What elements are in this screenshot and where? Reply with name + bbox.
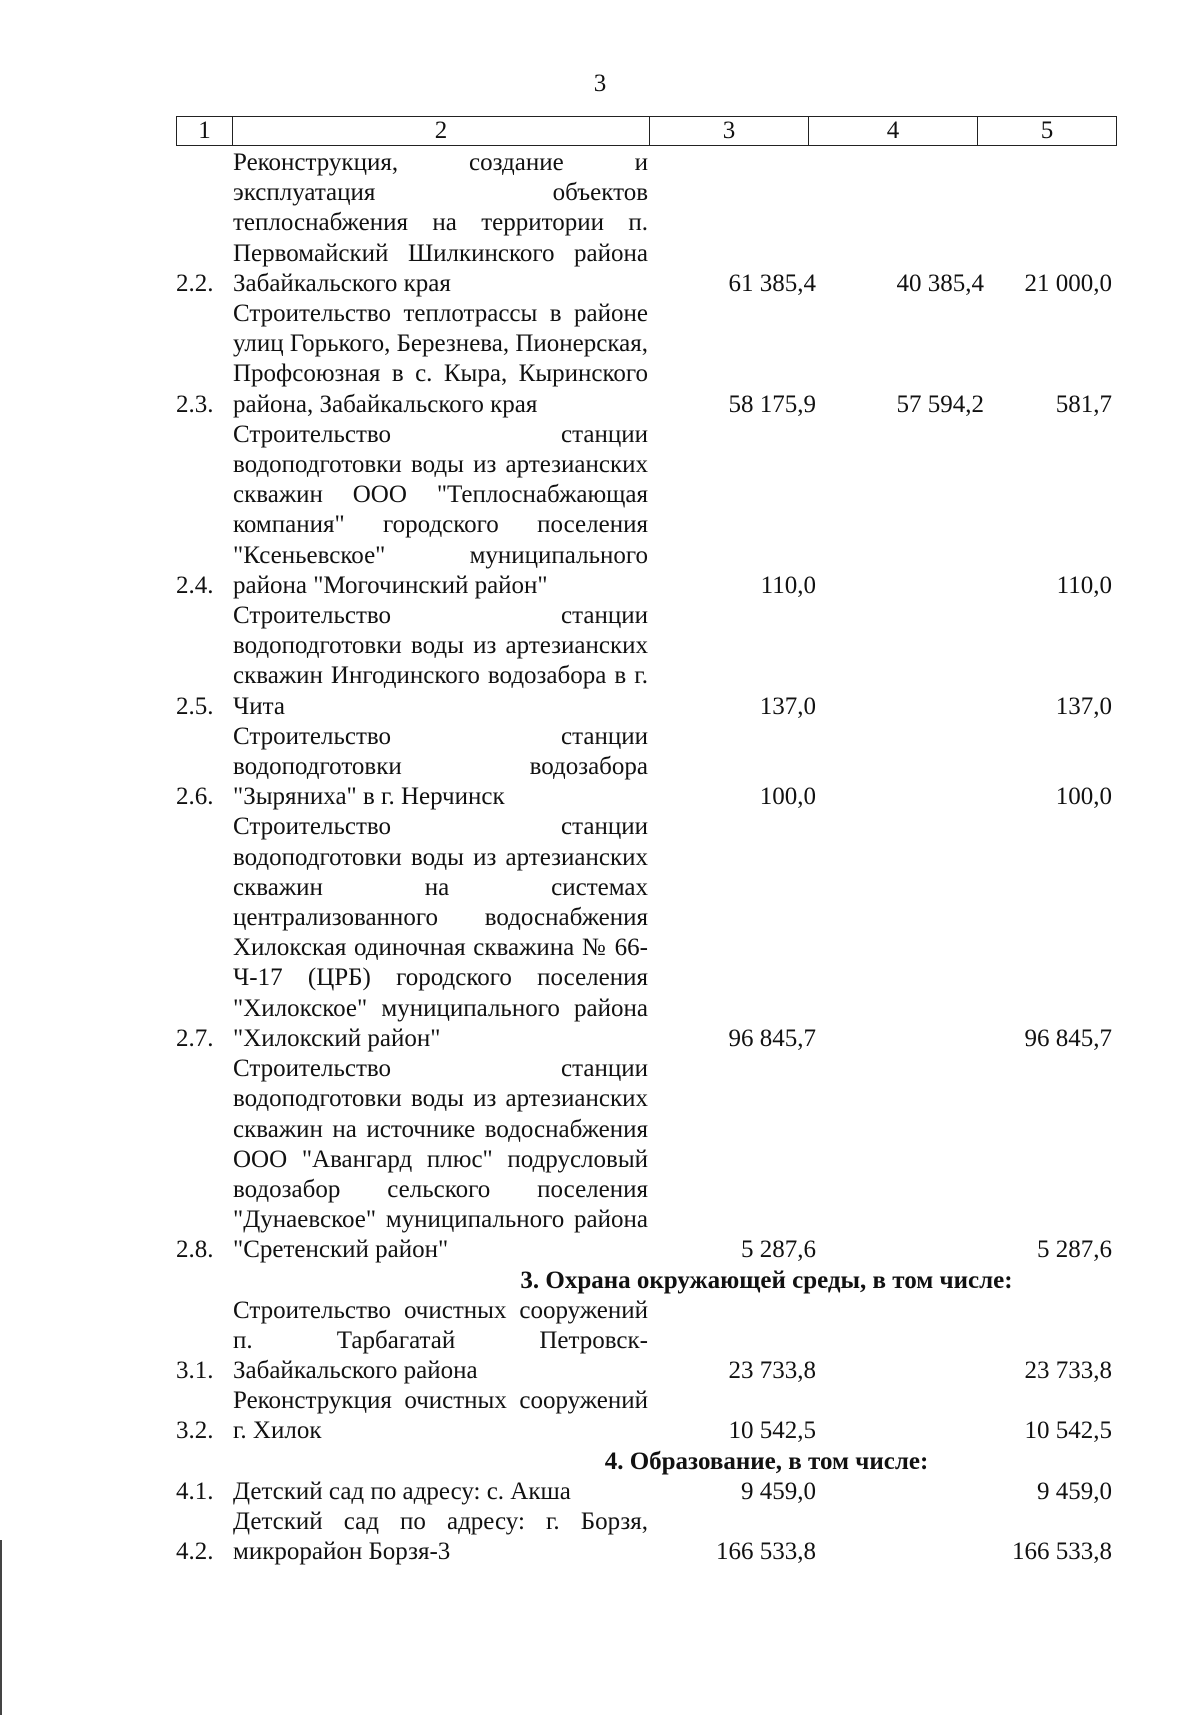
row-col5: 110,0 [1056,571,1112,599]
table-row [176,1477,1112,1507]
column-header-row [177,117,1117,146]
row-number: 2.4. [176,571,214,599]
table-row [176,420,1112,601]
table-row [176,1386,1112,1446]
row-total: 9 459,0 [741,1477,816,1505]
column-header-4: 4 [809,117,978,146]
row-total: 10 542,5 [728,1417,816,1445]
row-description: Реконструкция, создание и эксплуатация объектов теплоснабжения на территории п. Первомайский Шилкинского района Забайкальского края [233,149,648,297]
table-row [176,1054,1112,1265]
row-col5: 21 000,0 [1024,269,1112,297]
row-col4: 57 594,2 [896,390,984,418]
table-row [176,299,1112,420]
row-number: 4.1. [176,1477,214,1505]
row-col5: 581,7 [1055,390,1112,418]
table-row [176,1296,1112,1387]
row-col5: 10 542,5 [1024,1417,1112,1445]
table-body [176,148,1112,1567]
row-total: 5 287,6 [741,1236,816,1264]
row-number: 2.2. [176,269,214,297]
row-total: 137,0 [759,692,816,720]
section-heading-environment: 3. Охрана окружающей среды, в том числе: [520,1266,1013,1294]
row-col5: 9 459,0 [1037,1477,1112,1505]
table-row [176,812,1112,1054]
row-total: 100,0 [759,783,816,811]
scan-edge-line [0,1540,2,1715]
row-description: Детский сад по адресу: г. Борзя, микрорайон Борзя-3 [233,1507,648,1565]
row-total: 166 533,8 [716,1537,816,1565]
row-description: Строительство теплотрассы в районе улиц Горького, Березнева, Пионерская, Профсоюзная в с. Кыра, Кыринского района, Забайкальского края [233,300,648,418]
row-number: 4.2. [176,1537,214,1565]
row-description: Строительство станции водоподготовки воды из артезианских скважин на системах централизованного водоснабжения Хилокская одиночная скважина № 66-Ч-17 (ЦРБ) городского поселения "Хилокское" муниципального района "Хилокский район" [233,813,648,1052]
section-heading-education: 4. Образование, в том числе: [604,1447,929,1475]
column-header-1: 1 [177,117,233,146]
column-header-5: 5 [978,117,1117,146]
row-description: Строительство станции водоподготовки воды из артезианских скважин ООО "Теплоснабжающая компания" городского поселения "Ксеньевское" муниципального района "Могочинский район" [233,420,648,599]
column-header-3: 3 [650,117,809,146]
table-row [176,148,1112,299]
row-col5: 96 845,7 [1024,1024,1112,1052]
row-total: 96 845,7 [728,1024,816,1052]
page-number: 3 [593,70,607,97]
row-description: Строительство станции водоподготовки воды из артезианских скважин на источнике водоснабжения ООО "Авангард плюс" подрусловый водозабор сельского поселения "Дунаевское" муниципального района "Сретенский район" [233,1055,648,1264]
row-number: 2.3. [176,390,214,418]
row-number: 2.8. [176,1236,214,1264]
column-header-table [176,116,1117,146]
column-header-2: 2 [233,117,650,146]
row-col5: 100,0 [1055,783,1112,811]
row-total: 23 733,8 [728,1356,816,1384]
row-total: 61 385,4 [728,269,816,297]
table-row [176,722,1112,813]
row-description: Строительство очистных сооружений п. Тарбагатай Петровск-Забайкальского района [233,1296,648,1384]
row-col5: 5 287,6 [1037,1236,1112,1264]
table-row [176,601,1112,722]
row-number: 2.5. [176,692,214,720]
row-description: Строительство станции водоподготовки водозабора "Зыряниха" в г. Нерчинск [233,722,648,811]
table-row [176,1507,1112,1567]
row-description: Реконструкция очистных сооружений г. Хилок [233,1387,648,1445]
row-col5: 23 733,8 [1024,1356,1112,1384]
row-number: 2.6. [176,783,214,811]
row-number: 3.1. [176,1356,214,1384]
row-description: Строительство станции водоподготовки воды из артезианских скважин Ингодинского водозабора в г. Чита [233,602,648,720]
row-total: 58 175,9 [728,390,816,418]
row-description: Детский сад по адресу: с. Акша [233,1477,571,1505]
row-total: 110,0 [760,571,816,599]
row-col4: 40 385,4 [896,269,984,297]
row-number: 3.2. [176,1417,214,1445]
row-col5: 166 533,8 [1012,1537,1112,1565]
row-number: 2.7. [176,1024,214,1052]
row-col5: 137,0 [1055,692,1112,720]
